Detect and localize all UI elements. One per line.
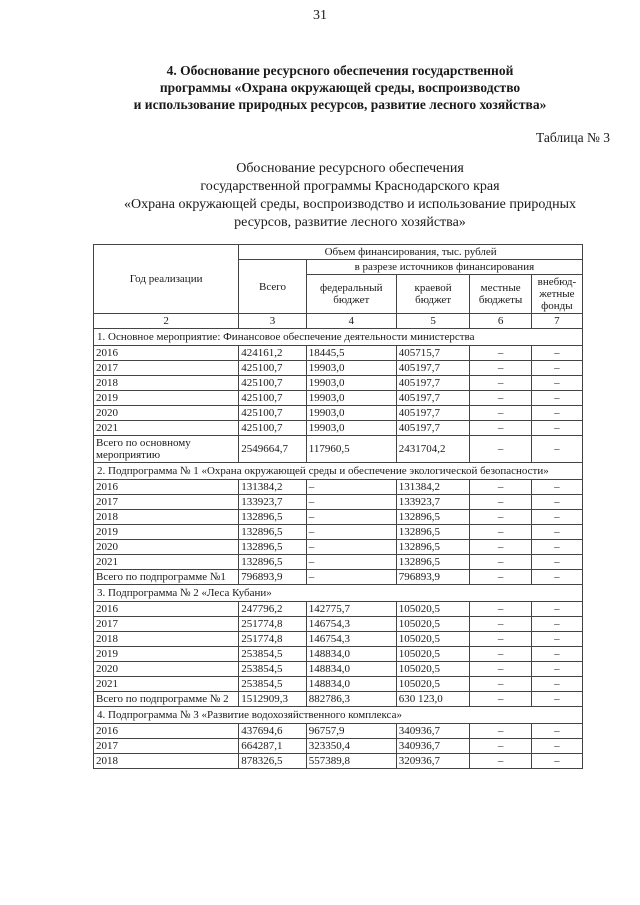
value-cell: 664287,1 [239, 739, 307, 754]
section-title: 1. Основное мероприятие: Финансовое обеспечение деятельности министерства [94, 329, 583, 346]
table-row [94, 376, 583, 391]
total-value: 2431704,2 [396, 436, 470, 463]
heading-line: 4. Обоснование ресурсного обеспечения государственной [166, 63, 514, 78]
table-row [94, 647, 583, 662]
value-cell: 405197,7 [396, 391, 470, 406]
total-value: 1512909,3 [239, 692, 307, 707]
section-row [94, 707, 583, 724]
value-cell: 19903,0 [306, 406, 396, 421]
table-row [94, 540, 583, 555]
value-cell: 405197,7 [396, 406, 470, 421]
total-value: – [306, 570, 396, 585]
value-cell: 340936,7 [396, 739, 470, 754]
caption-line: ресурсов, развитие лесного хозяйства» [234, 215, 466, 230]
value-cell: 96757,9 [306, 724, 396, 739]
value-cell: 557389,8 [306, 754, 396, 769]
value-cell: 132896,5 [396, 525, 470, 540]
value-cell: – [470, 540, 531, 555]
total-value: 796893,9 [239, 570, 307, 585]
value-cell: 148834,0 [306, 677, 396, 692]
column-number: 4 [306, 314, 396, 329]
total-value: – [470, 436, 531, 463]
value-cell: – [470, 555, 531, 570]
value-cell: – [470, 376, 531, 391]
value-cell: 132896,5 [239, 555, 307, 570]
year-cell: 2019 [94, 391, 239, 406]
year-cell: 2019 [94, 525, 239, 540]
value-cell: – [531, 510, 582, 525]
value-cell: – [470, 346, 531, 361]
value-cell: – [306, 555, 396, 570]
value-cell: 405197,7 [396, 376, 470, 391]
value-cell: 18445,5 [306, 346, 396, 361]
value-cell: – [531, 421, 582, 436]
value-cell: 146754,3 [306, 632, 396, 647]
caption-line: государственной программы Краснодарского края [200, 179, 500, 194]
value-cell: 132896,5 [396, 555, 470, 570]
total-value: – [470, 692, 531, 707]
value-cell: 19903,0 [306, 361, 396, 376]
value-cell: 437694,6 [239, 724, 307, 739]
value-cell: 19903,0 [306, 376, 396, 391]
value-cell: – [531, 555, 582, 570]
value-cell: 405715,7 [396, 346, 470, 361]
value-cell: 148834,0 [306, 662, 396, 677]
value-cell: – [531, 677, 582, 692]
value-cell: – [470, 480, 531, 495]
heading-line: программы «Охрана окружающей среды, воспроизводство [159, 80, 521, 95]
value-cell: 247796,2 [239, 602, 307, 617]
page-number: 31 [313, 8, 327, 23]
value-cell: 133923,7 [239, 495, 307, 510]
value-cell: 132896,5 [396, 510, 470, 525]
value-cell: 425100,7 [239, 391, 307, 406]
table-row [94, 346, 583, 361]
value-cell: – [531, 632, 582, 647]
year-cell: 2019 [94, 647, 239, 662]
column-number: 3 [239, 314, 307, 329]
caption-line: «Охрана окружающей среды, воспроизводство и использование природных [123, 197, 576, 212]
value-cell: 132896,5 [239, 510, 307, 525]
table-row [94, 406, 583, 421]
year-cell: 2016 [94, 724, 239, 739]
value-cell: – [531, 391, 582, 406]
value-cell: 19903,0 [306, 391, 396, 406]
header-regional: краевой бюджет [396, 275, 470, 314]
value-cell: – [470, 677, 531, 692]
value-cell: – [306, 525, 396, 540]
table-row [94, 555, 583, 570]
heading-line: и использование природных ресурсов, развитие лесного хозяйства» [133, 97, 547, 112]
value-cell: – [531, 540, 582, 555]
value-cell: 425100,7 [239, 406, 307, 421]
value-cell: – [470, 391, 531, 406]
section-title: 3. Подпрограмма № 2 «Леса Кубани» [94, 585, 583, 602]
table-row [94, 677, 583, 692]
year-cell: 2020 [94, 662, 239, 677]
value-cell: – [531, 739, 582, 754]
value-cell: 253854,5 [239, 662, 307, 677]
table-row [94, 602, 583, 617]
value-cell: 105020,5 [396, 662, 470, 677]
year-cell: 2018 [94, 376, 239, 391]
table-row [94, 525, 583, 540]
value-cell: 148834,0 [306, 647, 396, 662]
value-cell: 251774,8 [239, 632, 307, 647]
value-cell: 405197,7 [396, 421, 470, 436]
value-cell: – [470, 602, 531, 617]
column-number: 2 [94, 314, 239, 329]
total-value: 882786,3 [306, 692, 396, 707]
value-cell: 132896,5 [396, 540, 470, 555]
header-offbudget: внебюд-жетные фонды [531, 275, 582, 314]
table-row [94, 480, 583, 495]
value-cell: 142775,7 [306, 602, 396, 617]
table-row [94, 495, 583, 510]
header-federal: федеральный бюджет [306, 275, 396, 314]
year-cell: 2017 [94, 495, 239, 510]
value-cell: – [470, 739, 531, 754]
funding-table [93, 244, 583, 769]
value-cell: – [531, 346, 582, 361]
table-row [94, 662, 583, 677]
year-cell: 2017 [94, 361, 239, 376]
year-cell: 2018 [94, 510, 239, 525]
value-cell: 146754,3 [306, 617, 396, 632]
value-cell: 320936,7 [396, 754, 470, 769]
value-cell: – [470, 662, 531, 677]
value-cell: 105020,5 [396, 647, 470, 662]
value-cell: 425100,7 [239, 376, 307, 391]
total-value: 796893,9 [396, 570, 470, 585]
value-cell: – [470, 361, 531, 376]
total-label: Всего по основному мероприятию [94, 436, 239, 463]
value-cell: 133923,7 [396, 495, 470, 510]
total-value: – [531, 436, 582, 463]
value-cell: 253854,5 [239, 677, 307, 692]
year-cell: 2017 [94, 617, 239, 632]
value-cell: – [470, 647, 531, 662]
value-cell: 105020,5 [396, 677, 470, 692]
total-label: Всего по подпрограмме № 2 [94, 692, 239, 707]
value-cell: 878326,5 [239, 754, 307, 769]
value-cell: – [306, 480, 396, 495]
column-number: 5 [396, 314, 470, 329]
value-cell: 424161,2 [239, 346, 307, 361]
table-row [94, 754, 583, 769]
table-row [94, 421, 583, 436]
table-row [94, 617, 583, 632]
value-cell: 105020,5 [396, 602, 470, 617]
section-heading [70, 62, 610, 113]
year-cell: 2021 [94, 421, 239, 436]
header-by-source: в разрезе источников финансирования [306, 260, 582, 275]
value-cell: – [470, 510, 531, 525]
total-value: 117960,5 [306, 436, 396, 463]
total-label: Всего по подпрограмме №1 [94, 570, 239, 585]
column-number: 6 [470, 314, 531, 329]
section-row [94, 585, 583, 602]
year-cell: 2020 [94, 406, 239, 421]
value-cell: 251774,8 [239, 617, 307, 632]
value-cell: – [531, 361, 582, 376]
value-cell: 425100,7 [239, 361, 307, 376]
value-cell: 340936,7 [396, 724, 470, 739]
year-cell: 2021 [94, 677, 239, 692]
value-cell: – [306, 510, 396, 525]
value-cell: 131384,2 [396, 480, 470, 495]
value-cell: – [531, 647, 582, 662]
year-cell: 2021 [94, 555, 239, 570]
table-row [94, 724, 583, 739]
value-cell: – [470, 754, 531, 769]
value-cell: 131384,2 [239, 480, 307, 495]
table-row [94, 510, 583, 525]
header-year: Год реализации [94, 245, 239, 314]
value-cell: – [531, 406, 582, 421]
year-cell: 2016 [94, 346, 239, 361]
year-cell: 2016 [94, 480, 239, 495]
total-row [94, 570, 583, 585]
table-row [94, 361, 583, 376]
table-row [94, 632, 583, 647]
header-total: Всего [239, 260, 307, 314]
value-cell: – [306, 495, 396, 510]
table-number: Таблица № 3 [536, 130, 610, 145]
section-title: 2. Подпрограмма № 1 «Охрана окружающей среды и обеспечение экологической безопасности» [94, 463, 583, 480]
value-cell: – [531, 495, 582, 510]
value-cell: – [531, 525, 582, 540]
value-cell: – [531, 376, 582, 391]
section-title: 4. Подпрограмма № 3 «Развитие водохозяйственного комплекса» [94, 707, 583, 724]
total-row [94, 692, 583, 707]
section-row [94, 329, 583, 346]
year-cell: 2018 [94, 754, 239, 769]
value-cell: – [306, 540, 396, 555]
value-cell: 19903,0 [306, 421, 396, 436]
value-cell: – [470, 724, 531, 739]
value-cell: – [531, 617, 582, 632]
section-row [94, 463, 583, 480]
caption-line: Обоснование ресурсного обеспечения [236, 161, 464, 176]
value-cell: – [470, 495, 531, 510]
table-row [94, 391, 583, 406]
value-cell: 323350,4 [306, 739, 396, 754]
total-value: – [470, 570, 531, 585]
value-cell: 132896,5 [239, 525, 307, 540]
year-cell: 2018 [94, 632, 239, 647]
column-number: 7 [531, 314, 582, 329]
value-cell: 253854,5 [239, 647, 307, 662]
value-cell: 405197,7 [396, 361, 470, 376]
value-cell: – [531, 662, 582, 677]
value-cell: – [470, 525, 531, 540]
value-cell: – [470, 421, 531, 436]
value-cell: 105020,5 [396, 632, 470, 647]
table-row [94, 739, 583, 754]
header-local: местные бюджеты [470, 275, 531, 314]
total-value: 630 123,0 [396, 692, 470, 707]
header-volume: Объем финансирования, тыс. рублей [239, 245, 583, 260]
value-cell: – [470, 406, 531, 421]
value-cell: – [531, 602, 582, 617]
value-cell: 425100,7 [239, 421, 307, 436]
value-cell: – [470, 632, 531, 647]
value-cell: 105020,5 [396, 617, 470, 632]
table-caption [70, 160, 630, 232]
total-value: – [531, 692, 582, 707]
value-cell: – [531, 480, 582, 495]
value-cell: – [531, 754, 582, 769]
total-value: 2549664,7 [239, 436, 307, 463]
total-row [94, 436, 583, 463]
value-cell: – [470, 617, 531, 632]
value-cell: – [531, 724, 582, 739]
value-cell: 132896,5 [239, 540, 307, 555]
year-cell: 2016 [94, 602, 239, 617]
year-cell: 2020 [94, 540, 239, 555]
total-value: – [531, 570, 582, 585]
year-cell: 2017 [94, 739, 239, 754]
